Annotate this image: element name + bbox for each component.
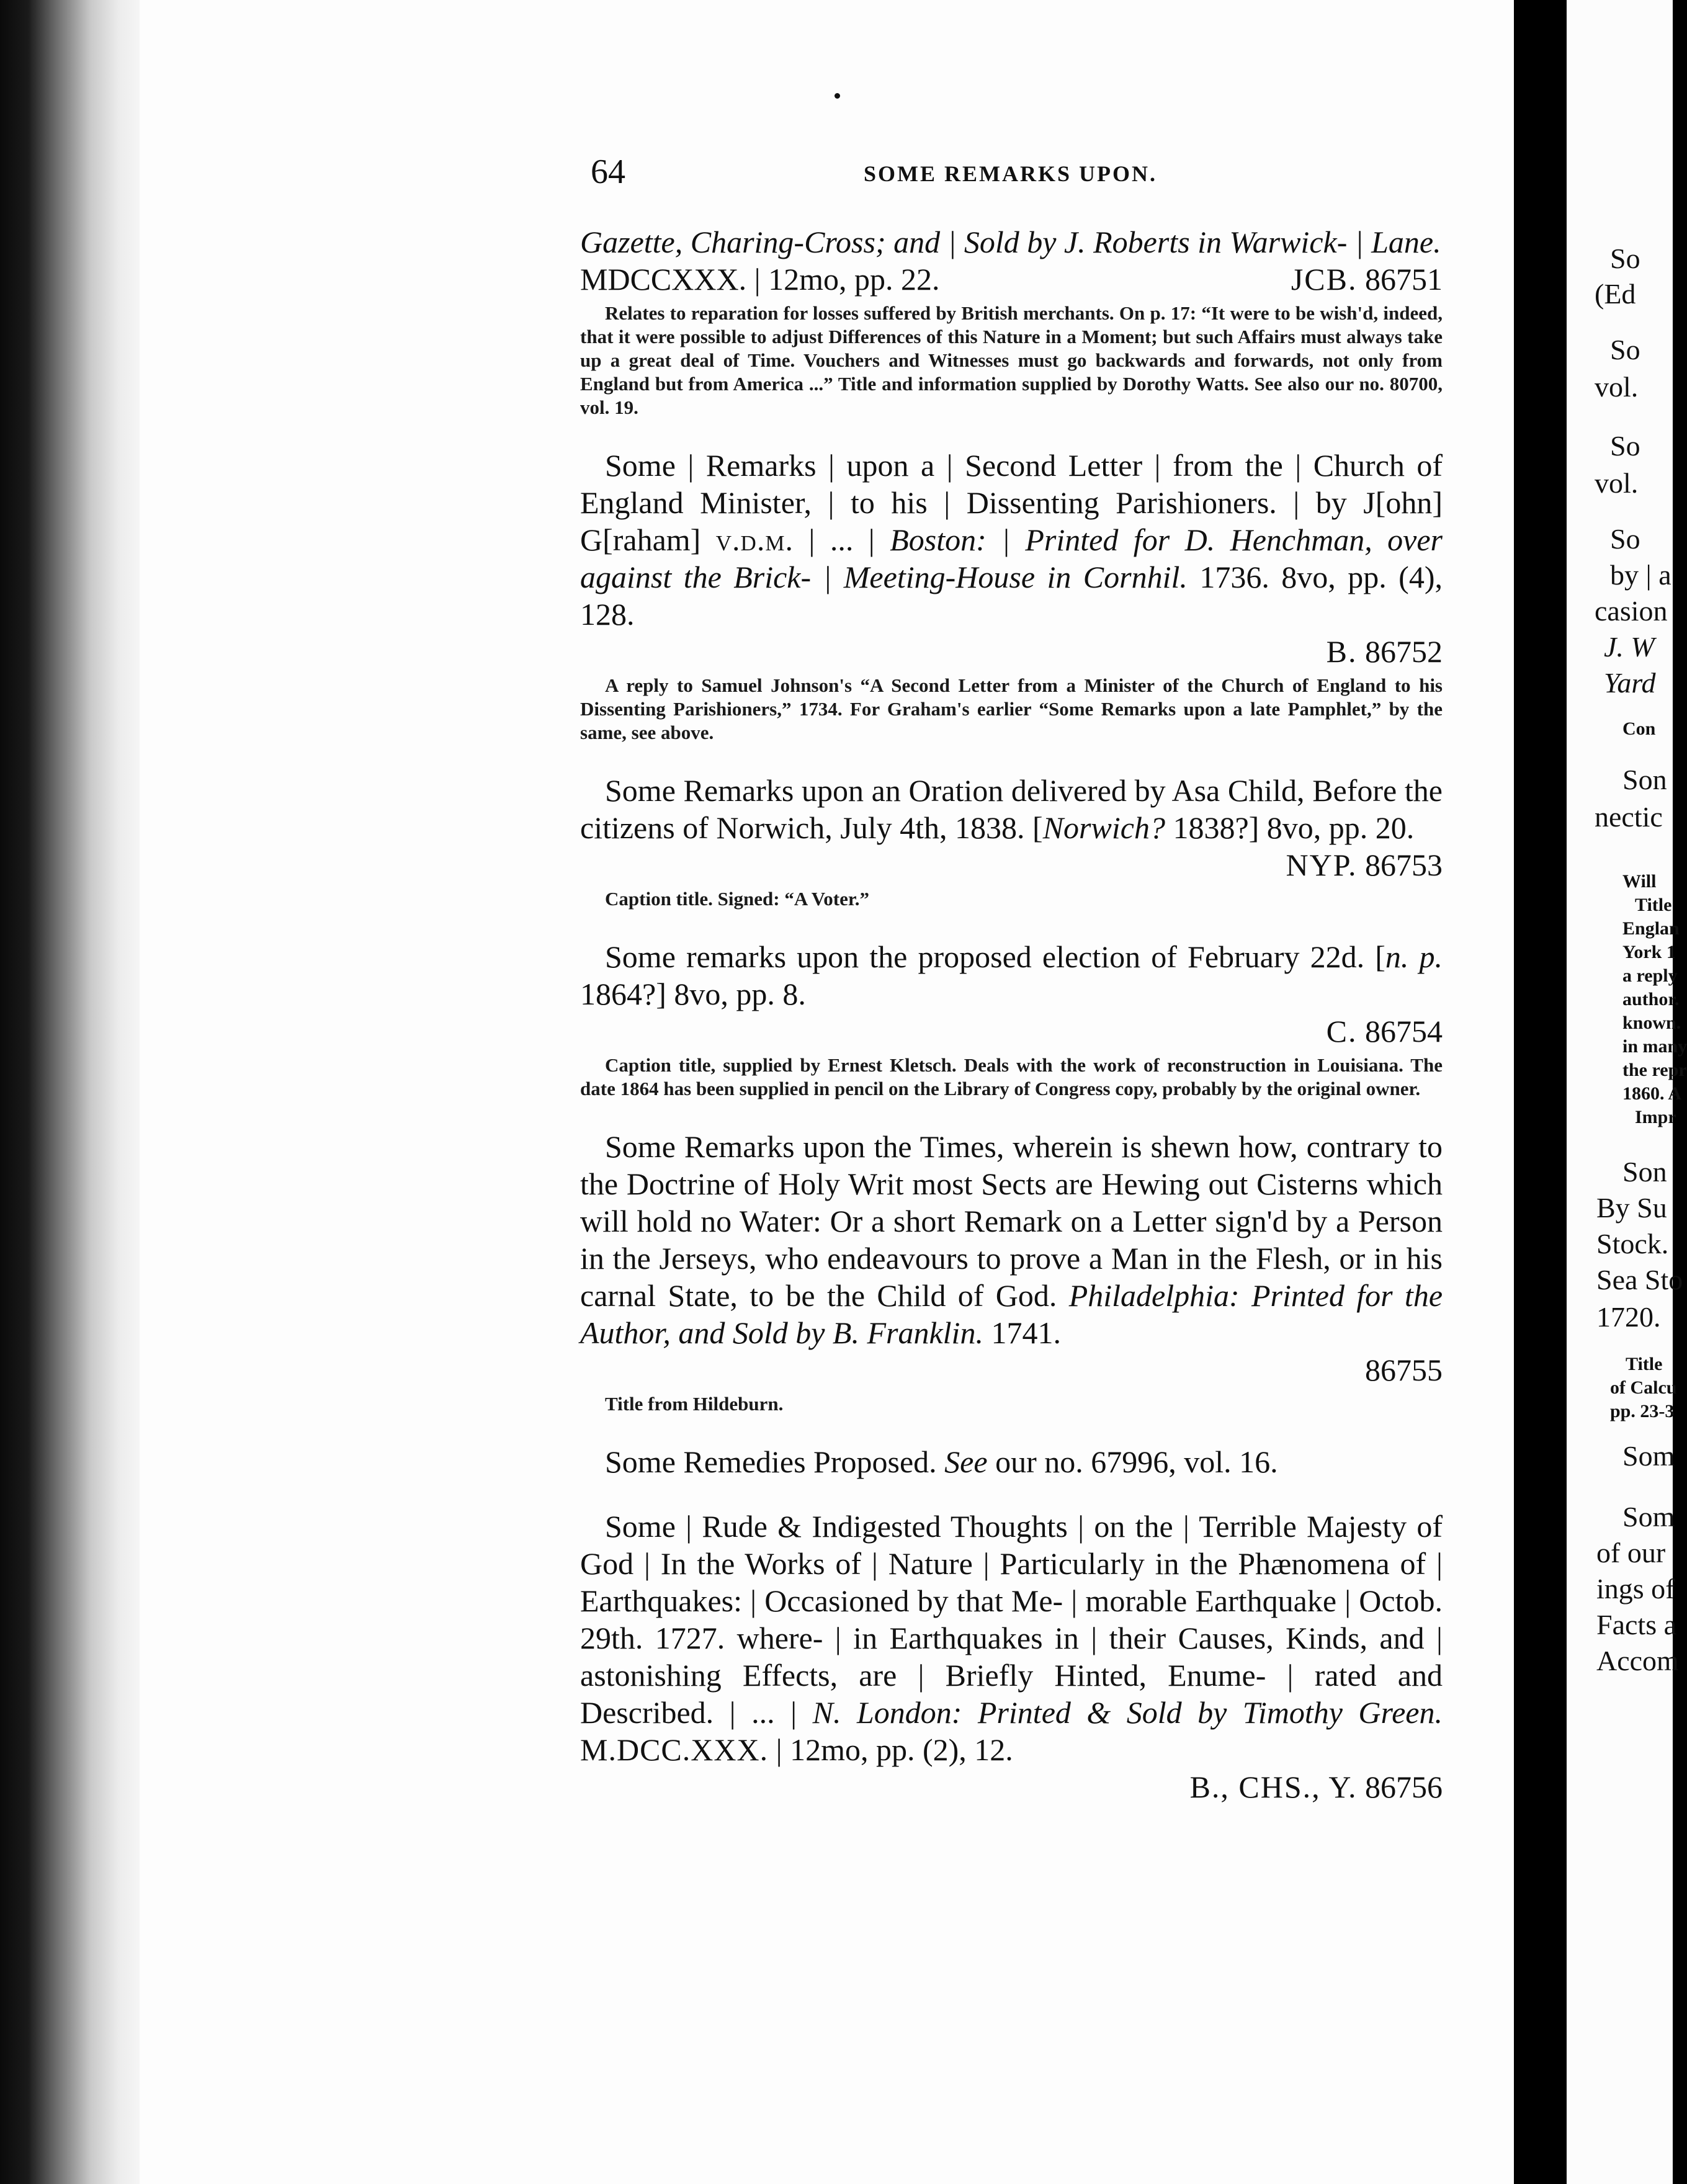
right-page-text: nectic [1595,801,1663,833]
entry-details: MDCCXXX. | 12mo, pp. 22. [580,262,940,297]
right-page-text: Title [1626,1354,1663,1374]
book-spine-gap [1514,0,1567,2184]
entry-note: Caption title, supplied by Ernest Kletsch. Deals with the work of reconstruction in Louisiana. The date 1864 has been supplied in pencil on the Library of Congress copy, probably by the original owner. [580,1054,1443,1099]
right-page-text: 1720. [1596,1301,1661,1333]
entry-title: Some Remedies Proposed. [605,1444,937,1479]
right-page-text: Son [1622,1156,1667,1188]
entry-note: Caption title. Signed: “A Voter.” [605,888,870,910]
entry-imprint: Boston: | Printed for D. Henchman, over against the Brick- | Meeting-House in Cornhil. [580,522,1443,594]
entry-date: M.DCC.XXX. [580,1732,769,1767]
entry-details: our no. 67996, vol. 16. [995,1444,1278,1479]
right-page-text: pp. 23-3 [1610,1401,1675,1421]
entry-number: 86756 [1365,1770,1443,1804]
entry-note: A reply to Samuel Johnson's “A Second Letter from a Minister of the Church of England to his Dissenting Parishioners,” 1734. For Graham's earlier “Some Remarks upon a late Pamphlet,” by the same, see above. [580,674,1443,743]
right-page-text: ings of [1596,1573,1675,1604]
right-page-text: Yard [1604,667,1656,699]
right-page-text: of our [1596,1537,1666,1569]
right-page-text: the repr [1622,1060,1687,1080]
page-header [591,152,1441,195]
right-page-text: a reply [1622,965,1678,986]
entry-text [580,772,1443,884]
entry-title: Some Remarks upon an Oration delivered by Asa Child, Before the citizens of Norwich, July 4th, 1838. [ [580,773,1443,845]
entry-details: 1741. [991,1315,1061,1350]
right-page-text: (Ed [1595,278,1636,310]
right-page-text: By Su [1596,1192,1667,1224]
entry-title-suffix: v.d.m. [715,522,794,557]
entry-location: NYP. [1286,848,1358,882]
right-page-text: So [1610,430,1640,462]
right-page-text: author. [1622,989,1680,1009]
right-page-text: Title [1635,895,1672,915]
entry-details: 1864?] 8vo, pp. 8. [580,977,806,1011]
entry-details: 1736. 8vo, pp. (4), 128. [580,560,1443,632]
right-page-text: Som [1622,1440,1675,1472]
right-page-text: of Calcu [1610,1377,1677,1398]
entry-text [580,447,1443,670]
right-page-text: vol. [1595,467,1639,499]
entry-imprint: Philadelphia: Printed for the Author, and Sold by B. Franklin. [580,1278,1443,1350]
entry-title-cont: | ... | [808,522,875,557]
entry-location: JCB. [1291,262,1358,297]
entry-number: 86755 [1365,1353,1443,1387]
right-page-fragment [1567,0,1687,2184]
printer-dot [835,93,840,99]
right-page-text: York 1 [1622,942,1676,962]
entry-title: Some | Remarks | upon a | Second Letter | from the | Church of England Minister, | to his | Dissenting Parishioners. | by J[ohn] G[raham] [580,448,1443,557]
right-page-text: casion [1595,595,1668,627]
entry-imprint: n. p. [1385,939,1443,974]
book-gutter-left [0,0,140,2184]
entry-title: Some remarks upon the proposed election of February 22d. [ [605,939,1385,974]
right-page-text: Facts a [1596,1609,1677,1640]
right-page-text: Som [1622,1501,1675,1533]
entry-text [580,938,1443,1050]
entry-title: Some Remarks upon the Times, wherein is shewn how, contrary to the Doctrine of Holy Writ most Sects are Hewing out Cisterns which will hold no Water: Or a short Remark on a Letter sign'd by a Person in the Jerseys, who endeavours to prove a Man in the Flesh, or in his carnal State, to be the Child of God. [580,1129,1443,1313]
entry-86751 [580,223,1443,419]
right-page-text: Will [1622,871,1657,892]
right-page-text: Son [1622,764,1667,795]
right-page-text: So [1610,523,1640,555]
right-page-text: Con [1622,718,1656,739]
entry-imprint: Norwich? [1042,810,1165,845]
right-page-text: Stock. [1596,1228,1669,1260]
entry-details: | 12mo, pp. (2), 12. [776,1732,1013,1767]
right-page-text: Englan [1622,918,1680,939]
entry-text [580,1508,1443,1806]
entry-number: 86753 [1365,848,1443,882]
entry-location: C. [1326,1014,1358,1049]
entry-imprint: N. London: Printed & Sold by Timothy Green. [812,1695,1443,1730]
entry-imprint: Gazette, Charing-Cross; and | Sold by J. Roberts in Warwick- | Lane. [580,225,1441,259]
right-page-text: Impr [1635,1107,1676,1127]
entry-details: 1838?] 8vo, pp. 20. [1173,810,1415,845]
right-page-text: 1860. A [1622,1083,1682,1104]
right-page-text: So [1610,334,1640,365]
entry-86752 [580,447,1443,745]
running-title: SOME REMARKS UPON. [864,161,1158,186]
entry-title: Some | Rude & Indigested Thoughts | on the | Terrible Majesty of God | In the Works of | Nature | Particularly in the Phænomena of | Earthquakes: | Occasioned by that Me- | morable Earthquake | Octob. 29th. 1727. where- | in Earthquakes in | their Causes, Kinds, and | astonishing Effects, are | Briefly Hinted, Enume- | rated and Described. | ... | [580,1509,1443,1730]
entry-note: Title from Hildeburn. [605,1393,784,1415]
see-reference: See [944,1444,988,1479]
right-page-text: So [1610,243,1640,274]
entry-86754 [580,938,1443,1101]
entry-location: B. [1326,634,1358,669]
entry-location: B., CHS., Y. [1189,1770,1358,1804]
right-page-text: vol. [1595,371,1639,403]
entry-86755 [580,1128,1443,1416]
entry-number: 86754 [1365,1014,1443,1049]
right-page-text: by | a [1610,559,1671,591]
entries-column [580,223,1443,1806]
right-page-text: Accom [1596,1645,1679,1676]
right-page-text: Sea Sto [1596,1264,1683,1296]
right-page-text: in many [1622,1036,1687,1057]
entry-text [580,1128,1443,1389]
entry-text [580,223,1443,298]
right-page-text: J. W [1604,631,1655,663]
entry-number: 86751 [1365,262,1443,297]
entry-86753 [580,772,1443,911]
right-page-text: known. [1622,1013,1681,1033]
entry-text [580,1443,1443,1480]
entry-number: 86752 [1365,634,1443,669]
entry-cross-reference [580,1443,1443,1480]
entry-86756 [580,1508,1443,1806]
entry-note: Relates to reparation for losses suffered by British merchants. On p. 17: “It were to be wish'd, indeed, that it were possible to adjust Differences of this Nature in a Moment; but such Affairs must always take up a great deal of Time. Vouchers and Witnesses must go backwards and forwards, not only from England but from America ...” Title and information supplied by Dorothy Watts. See also our no. 80700, vol. 19. [580,302,1443,418]
page-number: 64 [591,153,625,191]
